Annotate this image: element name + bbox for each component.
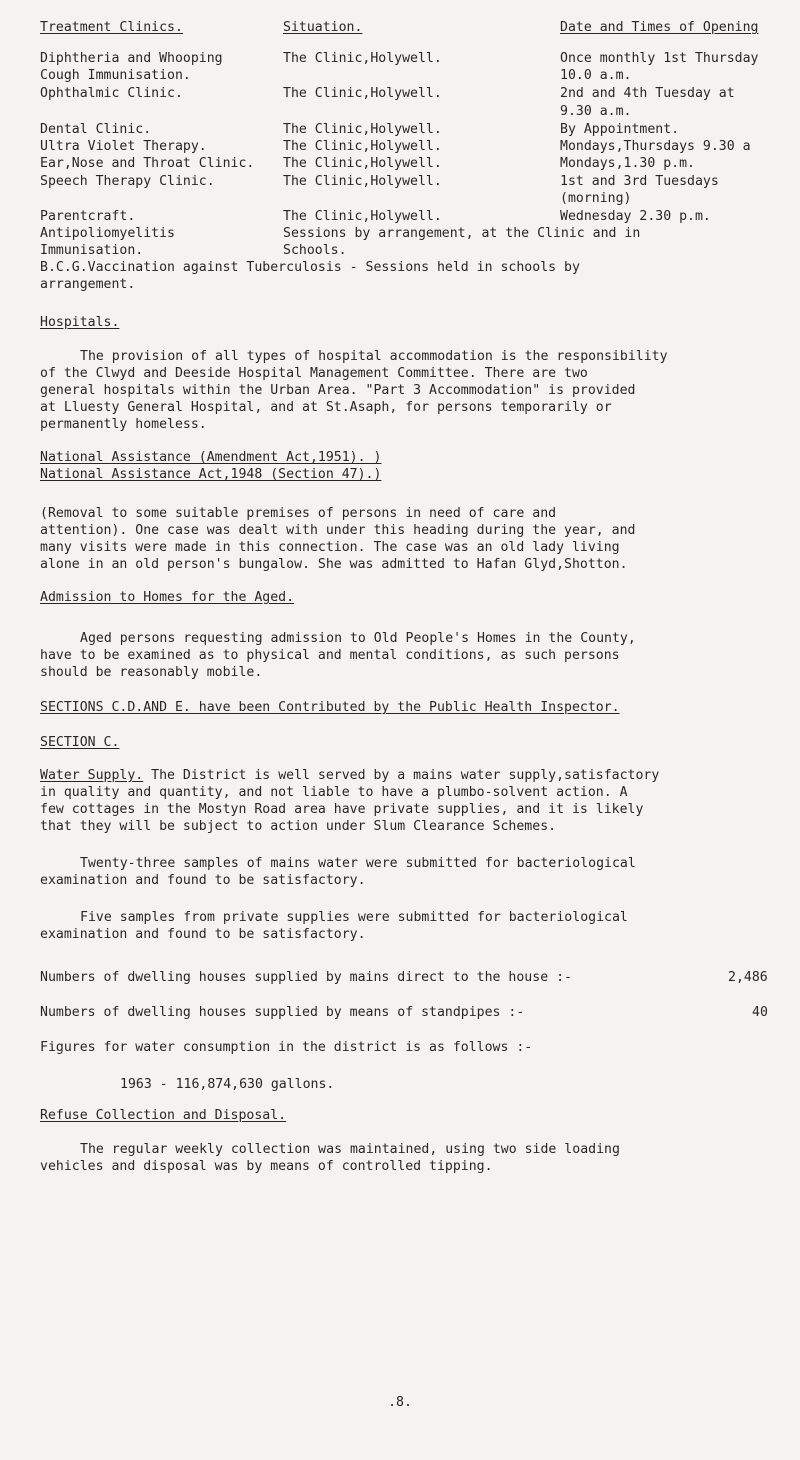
- standpipe-value: 40: [752, 1005, 768, 1020]
- paragraph-line: attention). One case was dealt with under this heading during the year, and: [40, 523, 636, 538]
- clinic-times: Once monthly 1st Thursday: [560, 51, 759, 66]
- paragraph-line: vehicles and disposal was by means of controlled tipping.: [40, 1159, 493, 1174]
- paragraph-line: of the Clwyd and Deeside Hospital Management Committee. There are two: [40, 366, 588, 381]
- clinic-name: Ophthalmic Clinic.: [40, 86, 183, 101]
- paragraph-line: permanently homeless.: [40, 417, 207, 432]
- paragraph-line: examination and found to be satisfactory.: [40, 873, 366, 888]
- clinic-times: Mondays,1.30 p.m.: [560, 156, 695, 171]
- paragraph-line: The regular weekly collection was maintained, using two side loading: [80, 1142, 620, 1157]
- paragraph-line: should be reasonably mobile.: [40, 665, 263, 680]
- clinic-times: 2nd and 4th Tuesday at: [560, 86, 735, 101]
- paragraph-line: [40, 767, 785, 784]
- paragraph-line: that they will be subject to action under Slum Clearance Schemes.: [40, 819, 557, 834]
- clinic-situation: The Clinic,Holywell.: [283, 209, 442, 224]
- private-samples-paragraph: [40, 909, 785, 943]
- antipolio-schools: Schools.: [283, 243, 347, 258]
- mains-houses-value: 2,486: [728, 970, 768, 985]
- hospitals-heading: Hospitals.: [40, 315, 120, 330]
- paragraph-line: The provision of all types of hospital accommodation is the responsibility: [80, 349, 668, 364]
- paragraph-line: at Lluesty General Hospital, and at St.Asaph, for persons temporarily or: [40, 400, 612, 415]
- national-assistance-heading: National Assistance Act,1948 (Section 47).): [40, 467, 382, 482]
- clinic-situation: The Clinic,Holywell.: [283, 122, 442, 137]
- clinic-name: Speech Therapy Clinic.: [40, 174, 215, 189]
- national-assistance-paragraph: [40, 505, 785, 573]
- clinic-name: Cough Immunisation.: [40, 68, 191, 83]
- consumption-label: Figures for water consumption in the district is as follows :-: [40, 1040, 533, 1055]
- national-assistance-heading: National Assistance (Amendment Act,1951). ): [40, 450, 382, 465]
- antipolio-name: Antipoliomyelitis: [40, 226, 175, 241]
- clinic-times: 9.30 a.m.: [560, 104, 632, 119]
- paragraph-line: alone in an old person's bungalow. She was admitted to Hafan Glyd,Shotton.: [40, 557, 628, 572]
- admission-paragraph: [40, 630, 785, 681]
- standpipe-label: Numbers of dwelling houses supplied by means of standpipes :-: [40, 1005, 525, 1020]
- admission-heading: Admission to Homes for the Aged.: [40, 590, 295, 605]
- clinic-times: By Appointment.: [560, 122, 680, 137]
- sections-note: SECTIONS C.D.AND E. have been Contributed by the Public Health Inspector.: [40, 700, 620, 715]
- paragraph-line: Five samples from private supplies were submitted for bacteriological: [80, 910, 628, 925]
- mains-houses-label: Numbers of dwelling houses supplied by mains direct to the house :-: [40, 970, 572, 985]
- clinic-situation: The Clinic,Holywell.: [283, 51, 442, 66]
- clinic-situation: The Clinic,Holywell.: [283, 156, 442, 171]
- refuse-paragraph: [40, 1141, 785, 1175]
- paragraph-line: general hospitals within the Urban Area. "Part 3 Accommodation" is provided: [40, 383, 636, 398]
- water-supply-paragraph: [40, 767, 785, 835]
- clinic-times: Wednesday 2.30 p.m.: [560, 209, 711, 224]
- water-supply-text: The District is well served by a mains water supply,satisfactory: [143, 768, 660, 783]
- hospitals-paragraph: [40, 348, 785, 433]
- paragraph-line: in quality and quantity, and not liable to have a plumbo-solvent action. A: [40, 785, 628, 800]
- antipolio-immunisation: Immunisation.: [40, 243, 144, 258]
- paragraph-line: (Removal to some suitable premises of persons in need of care and: [40, 506, 557, 521]
- water-supply-heading: Water Supply.: [40, 768, 144, 783]
- bcg-line: arrangement.: [40, 277, 136, 292]
- header-treatment-clinics: Treatment Clinics.: [40, 20, 183, 35]
- header-situation: Situation.: [283, 20, 363, 35]
- paragraph-line: many visits were made in this connection. The case was an old lady living: [40, 540, 620, 555]
- clinic-situation: The Clinic,Holywell.: [283, 174, 442, 189]
- mains-samples-paragraph: [40, 855, 785, 889]
- paragraph-line: Aged persons requesting admission to Old People's Homes in the County,: [80, 631, 636, 646]
- header-date-times: Date and Times of Opening: [560, 20, 759, 35]
- clinic-name: Dental Clinic.: [40, 122, 152, 137]
- consumption-value: 1963 - 116,874,630 gallons.: [120, 1077, 335, 1092]
- refuse-heading: Refuse Collection and Disposal.: [40, 1108, 287, 1123]
- clinic-times: (morning): [560, 191, 632, 206]
- clinic-situation: The Clinic,Holywell.: [283, 86, 442, 101]
- antipolio-arrangement: Sessions by arrangement, at the Clinic and in: [283, 226, 641, 241]
- clinic-name: Ear,Nose and Throat Clinic.: [40, 156, 255, 171]
- bcg-line: B.C.G.Vaccination against Tuberculosis - Sessions held in schools by: [40, 260, 580, 275]
- page-number: .8.: [388, 1395, 412, 1410]
- clinic-situation: The Clinic,Holywell.: [283, 139, 442, 154]
- clinic-times: 10.0 a.m.: [560, 68, 632, 83]
- section-c-heading: SECTION C.: [40, 735, 120, 750]
- paragraph-line: Twenty-three samples of mains water were submitted for bacteriological: [80, 856, 636, 871]
- paragraph-line: have to be examined as to physical and mental conditions, as such persons: [40, 648, 620, 663]
- paragraph-line: few cottages in the Mostyn Road area have private supplies, and it is likely: [40, 802, 644, 817]
- clinic-times: Mondays,Thursdays 9.30 a: [560, 139, 751, 154]
- paragraph-line: examination and found to be satisfactory.: [40, 927, 366, 942]
- clinic-name: Ultra Violet Therapy.: [40, 139, 207, 154]
- clinic-times: 1st and 3rd Tuesdays: [560, 174, 719, 189]
- clinic-name: Parentcraft.: [40, 209, 136, 224]
- clinic-name: Diphtheria and Whooping: [40, 51, 223, 66]
